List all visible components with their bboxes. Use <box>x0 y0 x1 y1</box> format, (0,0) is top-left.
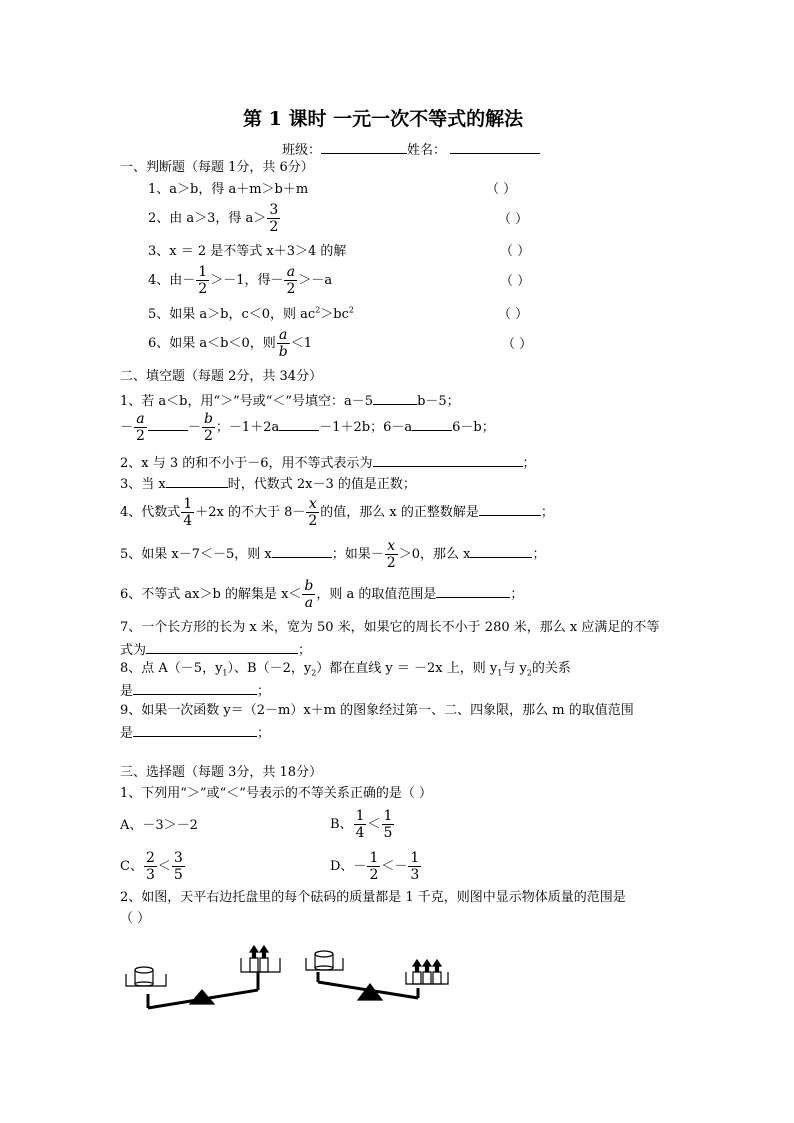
judge-q1-answer[interactable]: （ ） <box>486 182 517 197</box>
fraction: $\frac{1}{2}$ <box>198 264 208 297</box>
fraction: $\frac{3}{5}$ <box>173 850 183 883</box>
fraction: $\frac{b}{a}$ <box>304 578 314 611</box>
fraction: $\frac{1}{4}$ <box>183 496 193 529</box>
fill-q9: 9、如果一次函数 y＝（2－m）x＋m 的图象经过第一、二、四象限，那么 m 的取值范围 <box>120 703 634 718</box>
judge-q5-answer[interactable]: （ ） <box>498 307 529 322</box>
fraction: $\frac{2}{3}$ <box>145 850 155 883</box>
choice-option-b[interactable]: B、 $\frac{1}{4}$ ＜ $\frac{1}{5}$ <box>330 808 393 841</box>
judge-q2-text: 2、由 a＞3，得 a＞ <box>148 211 267 226</box>
section-1-heading: 一、判断题（每题 1分，共 6分） <box>120 160 314 175</box>
fill-blank[interactable] <box>133 681 257 695</box>
judge-q6-answer[interactable]: （ ） <box>502 337 533 352</box>
fraction: $\frac{a}{2}$ <box>136 411 145 444</box>
fill-blank[interactable] <box>412 417 452 431</box>
fraction: $\frac{a}{b}$ <box>278 327 288 360</box>
fill-blank[interactable] <box>272 544 332 558</box>
fill-blank[interactable] <box>373 453 523 467</box>
fill-blank[interactable] <box>279 417 319 431</box>
fraction: $\frac{1}{2}$ <box>369 850 379 883</box>
class-blank[interactable] <box>321 140 407 154</box>
judge-q3-answer[interactable]: （ ） <box>500 244 531 259</box>
fraction: $\frac{b}{2}$ <box>203 411 213 444</box>
balance-scale-right <box>306 951 448 1000</box>
choice-q2: 2、如图，天平右边托盘里的每个砝码的质量都是 1 千克，则图中显示物体质量的范围是 <box>120 890 626 905</box>
fill-blank[interactable] <box>146 640 298 654</box>
judge-q2 <box>148 202 281 235</box>
fill-blank[interactable] <box>479 502 541 516</box>
judge-q3: 3、x ＝ 2 是不等式 x＋3＞4 的解 <box>148 244 347 259</box>
name-label: 姓名： <box>407 143 447 158</box>
fill-q4: 4、代数式 $\frac{1}{4}$ ＋2x 的不大于 8－ $\frac{x}{2}$ 的值，那么 x 的正整数解是 ； <box>120 496 554 529</box>
fill-q5: 5、如果 x－7＜－5，则 x ；如果－ $\frac{x}{2}$ ＞0，那么 x ； <box>120 538 546 571</box>
fill-q7-line2: 式为 ； <box>120 640 311 659</box>
judge-q6: 6、如果 a＜b＜0，则 $\frac{a}{b}$ ＜1 <box>148 327 312 360</box>
fill-q8: 8、点 A（－5，$y_1$）、B（－2，$y_2$）都在直线 y ＝ －2x 上，则 $y_1$与 $y_2$的关系 <box>120 661 571 678</box>
fill-q1: 1、若 a＜b，用“＞”号或“＜”号填空：a－5 b－5； <box>120 391 460 410</box>
fraction: $\frac{x}{2}$ <box>386 538 396 571</box>
fill-blank[interactable] <box>436 584 510 598</box>
fill-blank[interactable] <box>373 391 417 405</box>
choice-option-c[interactable]: C、 $\frac{2}{3}$ ＜ $\frac{3}{5}$ <box>120 850 183 883</box>
choice-q2-paren[interactable]: （ ） <box>120 911 151 926</box>
fraction: $\frac{3}{2}$ <box>269 202 279 235</box>
fraction: $\frac{x}{2}$ <box>308 496 318 529</box>
fill-q8-line2: 是 ； <box>120 681 270 700</box>
balance-scale-figure <box>118 936 458 1016</box>
fill-blank[interactable] <box>133 723 257 737</box>
judge-q4-answer[interactable]: （ ） <box>500 274 531 289</box>
fraction: $\frac{a}{2}$ <box>286 264 296 297</box>
judge-q4: 4、由－ $\frac{1}{2}$ ＞－1，得－ $\frac{a}{2}$ ＞－a <box>148 264 333 297</box>
fill-q6: 6、不等式 ax＞b 的解集是 x＜ $\frac{b}{a}$ ，则 a 的取值范围是 ； <box>120 578 524 611</box>
balance-scale-left <box>126 946 280 1008</box>
judge-q1: 1、a＞b，得 a＋m＞b＋m <box>148 182 309 197</box>
section-2-heading: 二、填空题（每题 2分，共 34分） <box>120 369 323 384</box>
fill-q3: 3、当 x 时，代数式 2x－3 的值是正数； <box>120 474 416 493</box>
fill-q7: 7、一个长方形的长为 x 米，宽为 50 米，如果它的周长不小于 280 米，那么 x 应满足的不等 <box>120 620 660 635</box>
student-info-line <box>282 140 540 159</box>
fill-blank[interactable] <box>148 417 188 431</box>
fill-q1-line2: － $\frac{a}{2}$ － $\frac{b}{2}$ ；－1＋2a －1＋2b；6－a 6－b； <box>120 411 495 444</box>
fill-blank[interactable] <box>166 474 228 488</box>
choice-option-d[interactable]: D、－ $\frac{1}{2}$ ＜－ $\frac{1}{3}$ <box>330 850 420 883</box>
choice-q1: 1、下列用“＞”或“＜”号表示的不等关系正确的是（ ） <box>120 786 432 801</box>
page-title: 第 1 课时 一元一次不等式的解法 <box>243 108 524 130</box>
fill-blank[interactable] <box>470 544 532 558</box>
class-label: 班级： <box>282 143 322 158</box>
judge-q2-answer[interactable]: （ ） <box>498 212 529 227</box>
choice-option-a[interactable]: A、－3＞－2 <box>120 818 198 833</box>
fill-q2: 2、x 与 3 的和不小于－6，用不等式表示为 ； <box>120 453 536 472</box>
fraction: $\frac{1}{4}$ <box>355 808 365 841</box>
fraction: $\frac{1}{5}$ <box>383 808 393 841</box>
name-blank[interactable] <box>450 140 540 154</box>
section-3-heading: 三、选择题（每题 3分，共 18分） <box>120 765 323 780</box>
fraction: $\frac{1}{3}$ <box>410 850 420 883</box>
judge-q5: 5、如果 a＞b，c＜0，则 $ac^2>bc^2$ <box>148 305 354 322</box>
fill-q9-line2: 是 ； <box>120 723 270 742</box>
